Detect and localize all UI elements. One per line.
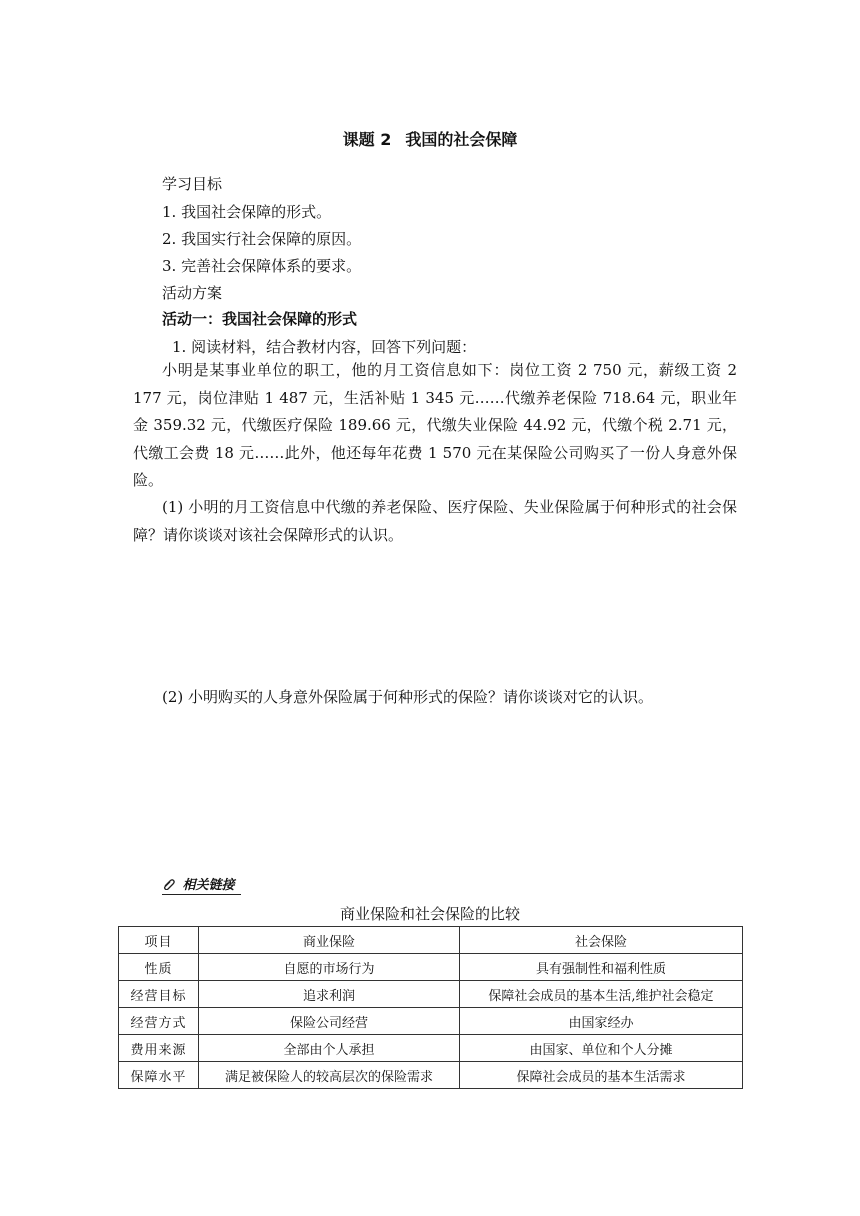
table-cell: 全部由个人承担 xyxy=(199,1035,460,1062)
table-cell: 经营目标 xyxy=(119,981,199,1008)
related-link-label xyxy=(162,874,241,895)
table-cell: 满足被保险人的较高层次的保险需求 xyxy=(199,1062,460,1089)
question-2: (2) 小明购买的人身意外保险属于何种形式的保险？请你谈谈对它的认识。 xyxy=(162,688,654,706)
table-cell: 费用来源 xyxy=(119,1035,199,1062)
objectives-heading: 学习目标 xyxy=(162,175,223,193)
table-cell: 性质 xyxy=(119,954,199,981)
table-cell: 保障水平 xyxy=(119,1062,199,1089)
page-title xyxy=(0,127,860,150)
material-paragraph: 小明是某事业单位的职工，他的月工资信息如下：岗位工资 2 750 元，薪级工资 2 177 元，岗位津贴 1 487 元，生活补贴 1 345 元……代缴养老保险 718.64 元，职业年金 359.32 元，代缴医疗保险 189.66 元，代缴失业保险 44.92 元，代缴个税 2.71 元，代缴工会费 18 元……此外，他还每年花费 1 570 元在某保险公司购买了一份人身意外保险。 xyxy=(133,361,737,489)
table-cell: 自愿的市场行为 xyxy=(199,954,460,981)
question-1: (1) 小明的月工资信息中代缴的养老保险、医疗保险、失业保险属于何种形式的社会保障？请你谈谈对该社会保障形式的认识。 xyxy=(133,498,737,544)
table-cell: 保障社会成员的基本生活需求 xyxy=(460,1062,743,1089)
table-header-cell: 商业保险 xyxy=(199,927,460,954)
table-row xyxy=(119,981,743,1008)
table-row xyxy=(119,1008,743,1035)
activity-instruction: 1. 阅读材料，结合教材内容，回答下列问题： xyxy=(172,338,477,356)
table-cell: 经营方式 xyxy=(119,1008,199,1035)
comparison-table xyxy=(118,926,743,1089)
table-cell: 由国家、单位和个人分摊 xyxy=(460,1035,743,1062)
table-row xyxy=(119,1035,743,1062)
table-cell: 具有强制性和福利性质 xyxy=(460,954,743,981)
table-header-cell: 社会保险 xyxy=(460,927,743,954)
related-link-text: 相关链接 xyxy=(182,878,235,893)
objective-item: 3. 完善社会保障体系的要求。 xyxy=(162,257,362,275)
table-cell: 由国家经办 xyxy=(460,1008,743,1035)
paperclip-icon xyxy=(162,878,181,893)
plan-heading: 活动方案 xyxy=(162,284,223,302)
lesson-title: 我国的社会保障 xyxy=(405,130,518,149)
table-cell: 追求利润 xyxy=(199,981,460,1008)
objective-item: 2. 我国实行社会保障的原因。 xyxy=(162,230,362,248)
table-header-row xyxy=(119,927,743,954)
lesson-number: 课题 2 xyxy=(342,130,392,149)
objective-item: 1. 我国社会保障的形式。 xyxy=(162,203,332,221)
table-title: 商业保险和社会保险的比较 xyxy=(339,905,520,923)
table-header-cell: 项目 xyxy=(119,927,199,954)
activity-heading: 活动一：我国社会保障的形式 xyxy=(162,310,358,328)
table-cell: 保险公司经营 xyxy=(199,1008,460,1035)
table-row xyxy=(119,1062,743,1089)
table-row xyxy=(119,954,743,981)
table-cell: 保障社会成员的基本生活,维护社会稳定 xyxy=(460,981,743,1008)
